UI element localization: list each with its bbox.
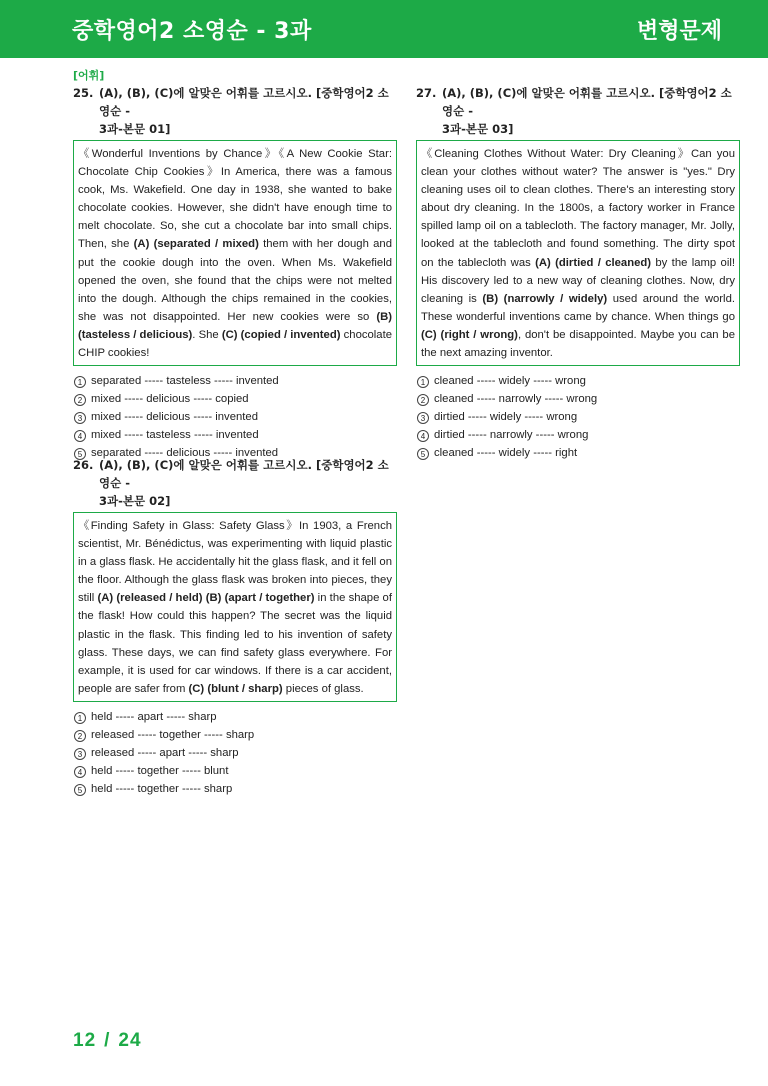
choice-number-icon: 1 (417, 376, 429, 388)
answer-choice[interactable] (74, 744, 397, 762)
blank-options: (B) (tasteless / delicious) (78, 310, 392, 341)
blank-options: (A) (released / held) (B) (apart / together) (97, 592, 315, 605)
question-header (416, 84, 740, 138)
page-header (0, 0, 768, 58)
question-source: 3과-본문 02] (99, 494, 171, 508)
passage-box (416, 140, 740, 366)
passage-box (73, 140, 397, 366)
choice-number-icon: 2 (74, 394, 86, 406)
question-25 (73, 84, 397, 462)
choice-number-icon: 4 (417, 430, 429, 442)
choice-number-icon: 1 (74, 376, 86, 388)
choice-text: held ----- together ----- blunt (91, 764, 229, 777)
passage-text: 《Cleaning Clothes Without Water: Dry Cleaning》Can you clean your clothes without water? The answer is "yes." Dry cleaning uses oil to clean clothes. There's an interesting story about dry cleaning. In the 1800s, a factory worker in France spilled lamp oil on a tablecloth. The factory manager, Mr. Jolly, looked at the tablecloth and found something. The dirty spot on the tablecloth was (421, 148, 735, 269)
question-prompt: (A), (B), (C)에 알맞은 어휘를 고르시오. [중학영어2 소영순 - (99, 86, 389, 118)
choice-number-icon: 4 (74, 766, 86, 778)
answer-choice[interactable] (74, 780, 397, 798)
choice-number-icon: 4 (74, 430, 86, 442)
answer-choice[interactable] (417, 390, 740, 408)
choice-number-icon: 1 (74, 712, 86, 724)
current-page: 12 (73, 1030, 97, 1051)
choice-text: dirtied ----- narrowly ----- wrong (434, 429, 589, 442)
choice-number-icon: 5 (417, 448, 429, 460)
choice-text: mixed ----- delicious ----- invented (91, 411, 258, 424)
question-26 (73, 456, 397, 798)
passage-text: . She (192, 328, 222, 341)
passage-text: 《Wonderful Inventions by Chance》《A New Cookie Star: Chocolate Chip Cookies》In America, there was a famous cook, Ms. Wakefield. One day in 1938, she wanted to bake chocolate cookies. However, she didn't have enough time to melt chocolate. So, she cut a chocolate bar into small chips. Then, she (78, 148, 392, 251)
section-label: [어휘] (73, 69, 105, 82)
question-source: 3과-본문 03] (442, 122, 514, 136)
choice-text: cleaned ----- widely ----- right (434, 447, 578, 460)
question-number: 25. (73, 86, 94, 100)
question-prompt: (A), (B), (C)에 알맞은 어휘를 고르시오. [중학영어2 소영순 - (442, 86, 732, 118)
question-source: 3과-본문 01] (99, 122, 171, 136)
page-separator: / (104, 1030, 111, 1051)
answer-choice[interactable] (74, 372, 397, 390)
passage-text: chocolate CHIP cookies! (78, 328, 393, 360)
passage-text: used around the world. These wonderful inventions came by chance. When things go (421, 292, 735, 323)
blank-options: (C) (copied / invented) (221, 328, 341, 341)
choice-list (416, 372, 740, 462)
blank-options: (B) (narrowly / widely) (482, 292, 608, 305)
choice-number-icon: 5 (74, 784, 86, 796)
choice-number-icon: 5 (74, 448, 86, 460)
question-number: 27. (416, 86, 437, 100)
passage-text: by the lamp oil! His discovery led to a new way of cleaning clothes. Now, dry cleaning is (421, 256, 735, 305)
passage-text: 《Finding Safety in Glass: Safety Glass》In 1903, a French scientist, Mr. Bénédictus, was experimenting with liquid plastic in a glass flask. He accidentally hit the glass flask, and it fell on the floor. Although the glass flask was broken into pieces, they still (78, 520, 392, 605)
choice-text: separated ----- delicious ----- invented (91, 447, 279, 460)
document-category: 변형문제 (636, 19, 722, 44)
choice-number-icon: 2 (417, 394, 429, 406)
answer-choice[interactable] (417, 408, 740, 426)
answer-choice[interactable] (74, 708, 397, 726)
passage-text: pieces of glass. (282, 682, 364, 695)
passage-text: in the shape of the flask! How could this happen? The secret was the liquid plastic in the flask. This finding led to his invention of safety glass. These days, we can find safety glass everywhere. For example, it is used for car windows. If there is a car accident, people are safer from (78, 592, 392, 695)
answer-choice[interactable] (417, 444, 740, 462)
answer-choice[interactable] (417, 372, 740, 390)
blank-options: (A) (dirtied / cleaned) (535, 256, 652, 269)
blank-options: (C) (blunt / sharp) (188, 682, 283, 695)
question-header (73, 456, 397, 510)
choice-text: separated ----- tasteless ----- invented (91, 375, 279, 388)
question-prompt: (A), (B), (C)에 알맞은 어휘를 고르시오. [중학영어2 소영순 - (99, 458, 389, 490)
choice-text: dirtied ----- widely ----- wrong (434, 411, 578, 424)
choice-text: held ----- apart ----- sharp (91, 710, 217, 723)
choice-text: released ----- apart ----- sharp (91, 746, 239, 759)
answer-choice[interactable] (74, 762, 397, 780)
answer-choice[interactable] (74, 426, 397, 444)
answer-choice[interactable] (417, 426, 740, 444)
choice-text: mixed ----- tasteless ----- invented (91, 429, 259, 442)
answer-choice[interactable] (74, 390, 397, 408)
blank-options: (A) (separated / mixed) (133, 238, 259, 251)
total-pages: 24 (118, 1030, 142, 1051)
choice-number-icon: 3 (74, 748, 86, 760)
choice-text: held ----- together ----- sharp (91, 782, 233, 795)
document-title: 중학영어2 소영순 - 3과 (72, 19, 312, 44)
choice-text: cleaned ----- narrowly ----- wrong (434, 393, 598, 406)
passage-text: them with her dough and put the cookie dough into the oven. When Ms. Wakefield opened the oven, she found that the chips were not melted into the dough. Although the chips remained in the cookies, she was not disappointed. Her new cookies were so (78, 238, 392, 323)
choice-text: released ----- together ----- sharp (91, 728, 255, 741)
question-27 (416, 84, 740, 462)
page-number (73, 1030, 142, 1052)
answer-choice[interactable] (74, 408, 397, 426)
choice-text: cleaned ----- widely ----- wrong (434, 375, 586, 388)
passage-box (73, 512, 397, 702)
passage-text: , don't be disappointed. Maybe you can be the next amazing inventor. (421, 328, 735, 360)
question-header (73, 84, 397, 138)
choice-list (73, 708, 397, 798)
choice-list (73, 372, 397, 462)
choice-number-icon: 3 (417, 412, 429, 424)
choice-number-icon: 3 (74, 412, 86, 424)
answer-choice[interactable] (74, 726, 397, 744)
blank-options: (C) (right / wrong) (421, 328, 518, 341)
question-number: 26. (73, 458, 94, 472)
choice-number-icon: 2 (74, 730, 86, 742)
choice-text: mixed ----- delicious ----- copied (91, 393, 249, 406)
